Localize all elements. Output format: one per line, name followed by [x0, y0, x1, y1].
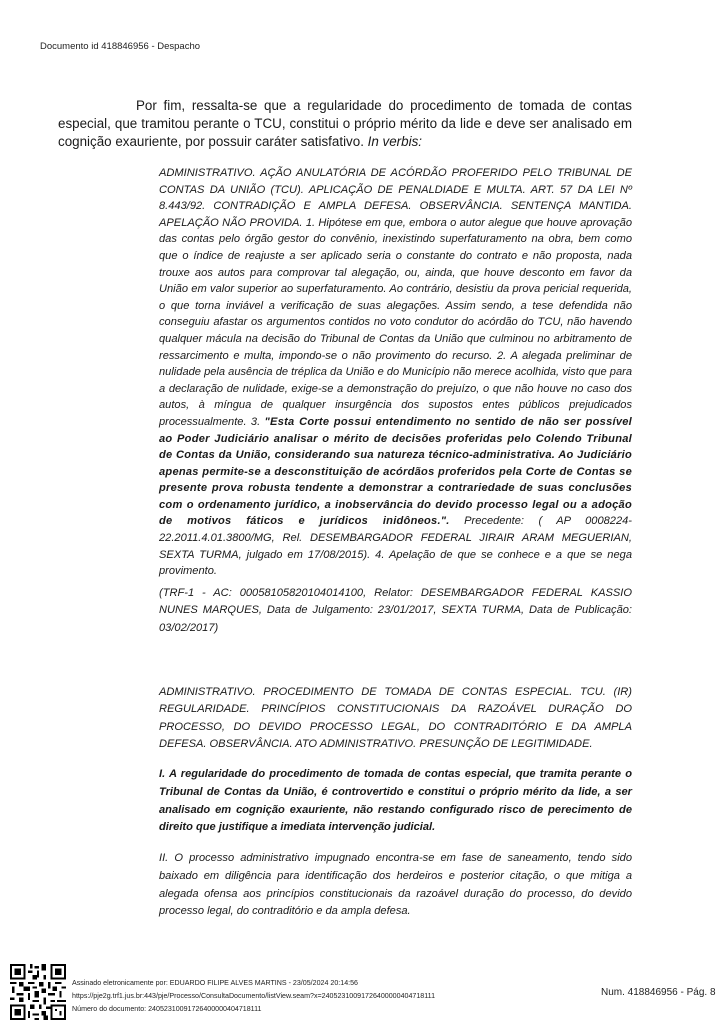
intro-text: Por fim, ressalta-se que a regularidade do procedimento de tomada de contas especial, que tramitou perante o TCU, constitui o próprio mérito da lide e deve ser analisado em cognição exauriente, por possuir caráter satisfativo. — [58, 98, 632, 149]
citation-2-item-i: I. A regularidade do procedimento de tomada de contas especial, que tramita perante o Tribunal de Contas da União, é controvertido e constitui o próprio mérito da lide, a ser analisado em cognição exauriente, não restando configurado risco de perecimento de direito que justifique a imediata intervenção judicial. — [159, 768, 632, 834]
electronic-signature-line: Assinado eletronicamente por: EDUARDO FILIPE ALVES MARTINS - 23/05/2024 20:14:56 — [72, 979, 358, 987]
page-number: Num. 418846956 - Pág. 8 — [601, 987, 716, 998]
citation-2-item-ii: II. O processo administrativo impugnado encontra-se em fase de saneamento, tendo sido baixado em diligência para identificação dos herdeiros e posterior citação, o que mitiga a alegada ofensa aos princípios constitucionais da razoável duração do processo, do devido processo legal, do contraditório e da ampla defesa. — [159, 852, 632, 918]
in-verbis-label: In verbis: — [367, 134, 422, 149]
citation-2-ementa-heading: ADMINISTRATIVO. PROCEDIMENTO DE TOMADA DE CONTAS ESPECIAL. TCU. (IR) REGULARIDADE. PRINCÍPIOS CONSTITUCIONAIS DA RAZOÁVEL DURAÇÃO DO PROCESSO, DO DEVIDO PROCESSO LEGAL, DO CONTRADITÓRIO E DA AMPLA DEFESA. OBSERVÂNCIA. ATO ADMINISTRATIVO. PRESUNÇÃO DE LEGITIMIDADE. — [159, 686, 632, 751]
document-url-link[interactable]: https://pje2g.trf1.jus.br:443/pje/Processo/ConsultaDocumento/listView.seam?x=24052310091726400000404718111 — [72, 991, 436, 1000]
citation-1-reference: (TRF-1 - AC: 00058105820104014100, Relator: DESEMBARGADOR FEDERAL KASSIO NUNES MARQUES, Data de Julgamento: 23/01/2017, SEXTA TURMA, Data de Publicação: 03/02/2017) — [159, 587, 632, 634]
intro-paragraph — [58, 97, 632, 151]
citation-1-text-b: Precedente: ( AP 0008224-22.2011.4.01.3800/MG, Rel. DESEMBARGADOR FEDERAL JIRAIR ARAM MEGUERIAN, SEXTA TURMA, julgado em 17/08/2015). 4. Apelação de que se conhece e a que se nega provimento. — [159, 515, 632, 578]
document-footer — [0, 958, 723, 1024]
citation-1-ementa — [159, 165, 632, 580]
signature-block — [72, 977, 435, 1015]
document-number-line: Número do documento: 24052310091726400000404718111 — [72, 1004, 262, 1013]
qr-code-icon — [10, 964, 66, 1020]
citation-1-text-a: ADMINISTRATIVO. AÇÃO ANULATÓRIA DE ACÓRDÃO PROFERIDO PELO TRIBUNAL DE CONTAS DA UNIÃO (TCU). APLICAÇÃO DE PENALDIADE E MULTA. ART. 57 DA LEI Nº 8.443/92. CONTRADIÇÃO E AMPLA DEFESA. OBSERVÂNCIA. SENTENÇA MANTIDA. APELAÇÃO NÃO PROVIDA. 1. Hipótese em que, embora o autor alegue que houve aprovação das contas pelo órgão gestor do convênio, inexistindo superfaturamento na obra, bem como que o índice de reajuste a ser aplicado seria o constante do contrato e não proposta, nada trouxe aos autos para comprovar tal alegação, ou, ainda, que houve desconto em favor da União em valor superior ao superfaturamento. Ao contrário, desistiu da prova pericial requerida, o que torna inviável a verificação de suas alegações. Assim sendo, a tese defendida não conseguiu afastar os argumentos contidos no voto condutor do acórdão do TCU, não havendo qualquer mácula na decisão do Tribunal de Contas da União que culminou no arbitramento de ressarcimento e multa, impondo-se o não provimento do recurso. 2. A alegada preliminar de nulidade pela ausência de tréplica da União e do Município não merece acolhida, visto que para a declaração de nulidade, exige-se a demonstração do prejuízo, o que não houve no caso dos autos, à míngua de qualquer insurgência dos supostos entes públicos prejudicados processualmente. 3. — [159, 167, 632, 428]
document-id-header: Documento id 418846956 - Despacho — [40, 41, 201, 52]
citation-1-bold-excerpt: "Esta Corte possui entendimento no sentido de não ser possível ao Poder Judiciário analisar o mérito de decisões proferidas pelo Colendo Tribunal de Contas da União, considerando sua natureza técnico-administrativa. Ao Judiciário apenas permite-se a desconstituição de acórdãos proferidos pela Corte de Contas se presente prova robusta tendente a demonstrar a contrariedade de suas conclusões com o ordenamento jurídico, a inobservância do devido processo legal ou a adoção de motivos fáticos e jurídicos inidôneos.". — [159, 415, 632, 528]
